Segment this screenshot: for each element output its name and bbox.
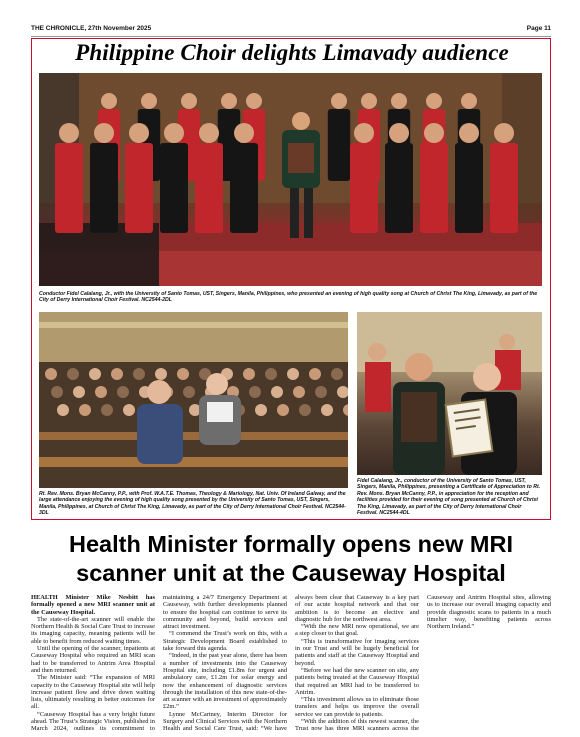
article-paragraph: The state-of-the-art scanner will enable the Northern Health & Social Care Trust to increase its imaging capacity, meaning patients will be able to benefit from reduced waiting times. bbox=[31, 615, 155, 645]
certificate-photo-caption: Fidel Calalang, Jr., conductor of the University of Santo Tomas, UST, Singers, Manila, Philippines, presenting a Certificate of Appreciation to Rt. Rev. Mons. Bryan McCanny, P.P., in appreciation for the reception and facilities provided for their evening of song presented at Church of Christ The King, Limavady, as part of the City of Derry International Choir Festival. NC2544-4DL bbox=[357, 478, 541, 517]
article-paragraph: “Before we had the new scanner on site, any patients being treated at the Causeway Hospital that required an MRI had to be transferred to Antrim. bbox=[295, 666, 419, 696]
article-paragraph: “Causeway Hospital has a very bright future ahead. The Trust’s Strategic Vision, published in March 2024, outlines its commitment to maintaining a 24/7 Emergency Department at Causeway, with further developments planned to ensure the hospital can continue to serve its community and beyond, build services and attract investment. bbox=[31, 594, 287, 733]
article-paragraph: “With the new MRI now operational, we are a step closer to that goal. bbox=[295, 623, 419, 638]
page-number: Page 11 bbox=[526, 25, 551, 32]
article-paragraph: “This investment allows us to eliminate those transfers and helps us improve the overall service we can provide to patients. bbox=[295, 696, 419, 718]
page-header bbox=[31, 21, 551, 35]
publication-line: THE CHRONICLE, 27th November 2025 bbox=[31, 25, 152, 32]
header-divider bbox=[31, 36, 551, 37]
article-paragraph: Lynne McCartney, Interim Director for Surgery and Clinical Services with the Northern Health and Social Care Trust, said: “We have always been clear that Causeway is a key part of our acute hospital network and that our ambition is to become an elective and diagnostic hub for the northwest area. bbox=[163, 594, 419, 733]
audience-photo bbox=[39, 312, 348, 488]
choir-photo bbox=[39, 73, 542, 286]
certificate-photo bbox=[357, 312, 542, 475]
conductor-figure bbox=[282, 112, 320, 238]
article-paragraph: “This is transformative for imaging services in our Trust and will be hugely beneficial for patients and staff at the Causeway Hospital and beyond. bbox=[295, 637, 419, 667]
article-paragraph: Until the opening of the scanner, inpatients at Causeway Hospital who required an MRI scan had to be transferred to Antrim Area Hospital and then returned. bbox=[31, 645, 155, 674]
article-paragraph: “Indeed, in the past year alone, there has been a number of investments into the Causeway Hospital site, including £1.8m for urgent and ambulatory care, £1.2m for solar energy and now the enhancement of diagnostic services through the installation of this new state-of-the-art scanner with an investment of approximately £2m.” bbox=[163, 652, 287, 711]
choir-headline: Philippine Choir delights Limavady audience bbox=[75, 40, 509, 65]
article-paragraph: The Minister said: “The expansion of MRI capacity to the Causeway Hospital site will help increase patient flow and drive down waiting lists, ultimately resulting in better outcomes for all. bbox=[31, 674, 155, 711]
mri-article-body bbox=[31, 594, 551, 734]
article-paragraph: “With the addition of this newest scanner, the Trust now has three MRI scanners across the Causeway and Antrim Hospital sites, allowing us to increase our overall imaging capacity and provide diagnostic scans to patients in a much timelier way, benefiting patients across Northern Ireland.” bbox=[295, 594, 551, 733]
audience-photo-caption: Rt. Rev. Mons. Bryan McCanny, P.P., with Prof. W.A.T.E. Thomas, Theology & Mariology, Nat. Univ. Of Ireland Galway, and the large attendance enjoying the evening of high quality song presented by the University of Santo Tomas, UST, Singers, Manila, Philippines, at Church of Christ The King, Limavady, as part of the City of Derry International Choir Festival. NC2544-3DL bbox=[39, 491, 346, 517]
article-paragraph: “I commend the Trust’s work on this, with a Strategic Development Board established to take forward this agenda. bbox=[163, 630, 287, 653]
article-lead: HEALTH Minister Mike Nesbitt has formally opened a new MRI scanner unit at the Causeway Hospital. bbox=[31, 594, 155, 616]
choir-photo-caption: Conductor Fidel Calalang, Jr., with the University of Santo Tomas, UST, Singers, Manila, Philippines, who presented an evening of high quality song at Church of Christ The King, Limavady, as part of the City of Derry International Choir Festival. NC2544-2DL bbox=[39, 291, 538, 304]
mri-headline: Health Minister formally opens new MRI scanner unit at the Causeway Hospital bbox=[69, 531, 513, 586]
